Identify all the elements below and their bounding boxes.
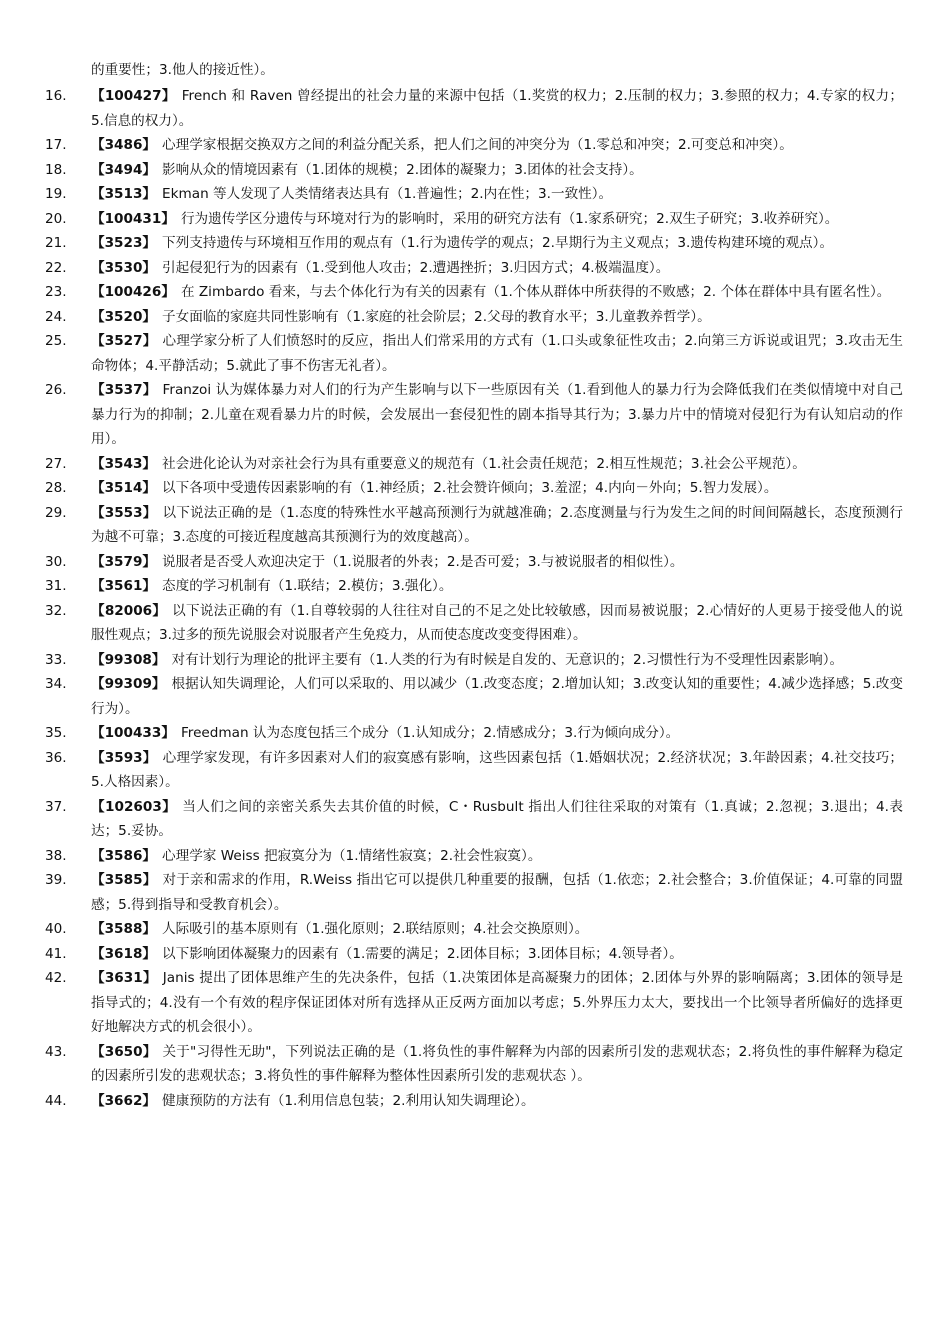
item-number: 40. <box>45 921 67 937</box>
item-number: 17. <box>45 137 67 153</box>
item-code: 【3579】 <box>91 553 157 570</box>
item-number: 35. <box>45 725 67 741</box>
item-number: 31. <box>45 578 67 594</box>
item-body <box>91 917 903 942</box>
item-text: 对有计划行为理论的批评主要有（1.人类的行为有时候是自发的、无意识的；2.习惯性行为不受理性因素影响）。 <box>171 651 844 668</box>
item-code: 【100433】 <box>91 725 175 741</box>
item-code: 【3618】 <box>91 945 157 962</box>
list-item <box>45 966 903 1040</box>
list-item <box>45 84 903 133</box>
item-body <box>91 868 903 917</box>
list-item <box>45 648 903 673</box>
item-number: 28. <box>45 480 67 496</box>
list-item <box>45 1040 903 1089</box>
item-number: 20. <box>45 210 67 227</box>
item-body <box>91 574 903 599</box>
list-item <box>45 501 903 550</box>
list-item <box>45 672 903 721</box>
item-body <box>91 721 903 746</box>
item-number: 39. <box>45 872 67 888</box>
item-code: 【100431】 <box>91 210 175 227</box>
item-code: 【3527】 <box>91 333 157 349</box>
item-code: 【3513】 <box>91 186 157 202</box>
item-number: 38. <box>45 847 67 864</box>
item-text: 子女面临的家庭共同性影响有（1.家庭的社会阶层；2.父母的教育水平；3.儿童教养哲学）。 <box>162 308 711 325</box>
item-number: 21. <box>45 235 67 251</box>
item-code: 【3593】 <box>91 749 157 766</box>
item-number: 29. <box>45 504 67 521</box>
item-code: 【3494】 <box>91 161 157 178</box>
list-item <box>45 231 903 256</box>
list-item <box>45 574 903 599</box>
item-code: 【3530】 <box>91 259 157 276</box>
item-text: 影响从众的情境因素有（1.团体的规模；2.团体的凝聚力；3.团体的社会支持）。 <box>162 161 643 178</box>
item-text: Janis 提出了团体思维产生的先决条件，包括（1.决策团体是高凝聚力的团体；2.团体与外界的影响隔离；3.团体的领导是指导式的；4.没有一个有效的程序保证团体对所有选择从正反两方面加以考虑；5.外界压力太大，要找出一个比领导者所偏好的选择更好地解决方式的机会很小）。 <box>91 970 903 1035</box>
item-code: 【82006】 <box>91 602 167 619</box>
item-number: 41. <box>45 945 67 962</box>
item-text: 人际吸引的基本原则有（1.强化原则；2.联结原则；4.社会交换原则）。 <box>162 921 589 937</box>
item-text: 引起侵犯行为的因素有（1.受到他人攻击；2.遭遇挫折；3.归因方式；4.极端温度）。 <box>162 259 670 276</box>
item-body <box>91 452 903 477</box>
item-number: 36. <box>45 749 67 766</box>
item-code: 【3520】 <box>91 308 157 325</box>
item-code: 【3553】 <box>91 504 157 521</box>
item-code: 【3537】 <box>91 382 157 398</box>
item-text: 心理学家 Weiss 把寂寞分为（1.情绪性寂寞；2.社会性寂寞）。 <box>162 847 542 864</box>
item-text: French 和 Raven 曾经提出的社会力量的来源中包括（1.奖赏的权力；2.压制的权力；3.参照的权力；4.专家的权力；5.信息的权力）。 <box>91 88 903 129</box>
list-item <box>45 280 903 305</box>
item-number: 19. <box>45 186 67 202</box>
item-number: 16. <box>45 88 67 104</box>
list-item <box>45 182 903 207</box>
item-number: 42. <box>45 970 67 986</box>
item-text: 根据认知失调理论，人们可以采取的、用以减少（1.改变态度；2.增加认知；3.改变认知的重要性；4.减少选择感；5.改变行为）。 <box>91 676 903 717</box>
question-list <box>45 84 903 1113</box>
item-code: 【99309】 <box>91 676 166 692</box>
item-body <box>91 231 903 256</box>
item-body <box>91 599 903 648</box>
list-item <box>45 256 903 281</box>
item-text: 心理学家根据交换双方之间的利益分配关系，把人们之间的冲突分为（1.零总和冲突；2.可变总和冲突）。 <box>162 137 793 153</box>
item-text: 下列支持遗传与环境相互作用的观点有（1.行为遗传学的观点；2.早期行为主义观点；3.遗传构建环境的观点）。 <box>162 235 834 251</box>
list-item <box>45 329 903 378</box>
item-body <box>91 942 903 967</box>
list-item <box>45 868 903 917</box>
item-body <box>91 746 903 795</box>
list-item <box>45 844 903 869</box>
item-body <box>91 1040 903 1089</box>
item-code: 【99308】 <box>91 651 166 668</box>
item-body <box>91 329 903 378</box>
item-code: 【3586】 <box>91 847 157 864</box>
item-code: 【3523】 <box>91 235 157 251</box>
item-code: 【3543】 <box>91 455 157 472</box>
item-body <box>91 256 903 281</box>
list-item <box>45 133 903 158</box>
list-item <box>45 795 903 844</box>
item-number: 33. <box>45 651 67 668</box>
item-text: Franzoi 认为媒体暴力对人们的行为产生影响与以下一些原因有关（1.看到他人的暴力行为会降低我们在类似情境中对自己暴力行为的抑制；2.儿童在观看暴力片的时候，会发展出一套侵犯性的剧本指导其行为；3.暴力片中的情境对侵犯行为有认知启动的作用）。 <box>91 382 903 447</box>
list-item <box>45 746 903 795</box>
item-body <box>91 1089 903 1114</box>
item-code: 【100426】 <box>91 284 175 300</box>
item-number: 32. <box>45 602 67 619</box>
item-body <box>91 844 903 869</box>
item-text: 社会进化论认为对亲社会行为具有重要意义的规范有（1.社会责任规范；2.相互性规范；3.社会公平规范）。 <box>162 455 806 472</box>
item-body <box>91 648 903 673</box>
item-text: 当人们之间的亲密关系失去其价值的时候，C・Rusbult 指出人们往往采取的对策有（1.真诚；2.忽视；3.退出；4.表达；5.妥协。 <box>91 798 903 839</box>
item-code: 【3561】 <box>91 578 157 594</box>
item-code: 【3585】 <box>91 872 157 888</box>
item-code: 【102603】 <box>91 798 177 815</box>
item-body <box>91 966 903 1040</box>
item-body <box>91 84 903 133</box>
item-text: 在 Zimbardo 看来，与去个体化行为有关的因素有（1.个体从群体中所获得的不败感；2. 个体在群体中具有匿名性）。 <box>180 284 891 300</box>
list-item <box>45 721 903 746</box>
list-item <box>45 550 903 575</box>
item-text: 以下影响团体凝聚力的因素有（1.需要的满足；2.团体目标；3.团体目标；4.领导者）。 <box>162 945 683 962</box>
item-body <box>91 501 903 550</box>
item-code: 【3514】 <box>91 480 157 496</box>
item-code: 【3631】 <box>91 970 157 986</box>
item-number: 44. <box>45 1092 67 1109</box>
item-code: 【3486】 <box>91 137 157 153</box>
list-item <box>45 1089 903 1114</box>
item-code: 【100427】 <box>91 88 176 104</box>
item-number: 26. <box>45 382 67 398</box>
item-number: 27. <box>45 455 67 472</box>
item-body <box>91 207 903 232</box>
item-body <box>91 280 903 305</box>
list-item <box>45 305 903 330</box>
item-text: 对于亲和需求的作用，R.Weiss 指出它可以提供几种重要的报酬，包括（1.依恋；2.社会整合；3.价值保证；4.可靠的同盟感；5.得到指导和受教育机会）。 <box>91 872 903 913</box>
item-text: 说服者是否受人欢迎决定于（1.说服者的外表；2.是否可爱；3.与被说服者的相似性）。 <box>162 553 684 570</box>
continuation-text: 的重要性；3.他人的接近性）。 <box>91 62 274 78</box>
item-text: Freedman 认为态度包括三个成分（1.认知成分；2.情感成分；3.行为倾向成分）。 <box>180 725 680 741</box>
item-text: 心理学家分析了人们愤怒时的反应，指出人们常采用的方式有（1.口头或象征性攻击；2.向第三方诉说或诅咒；3.攻击无生命物体；4.平静活动；5.就此了事不伤害无礼者）。 <box>91 333 903 374</box>
item-text: 关于"习得性无助"，下列说法正确的是（1.将负性的事件解释为内部的因素所引发的悲观状态；2.将负性的事件解释为稳定的因素所引发的悲观状态；3.将负性的事件解释为整体性因素所引发的悲观状态 ）。 <box>91 1043 903 1084</box>
item-text: 以下说法正确的有（1.自尊较弱的人往往对自己的不足之处比较敏感，因而易被说服；2.心情好的人更易于接受他人的说服性观点；3.过多的预先说服会对说服者产生免疫力，从而使态度改变变得困难）。 <box>91 602 904 643</box>
list-item <box>45 599 903 648</box>
item-code: 【3650】 <box>91 1043 157 1060</box>
item-number: 23. <box>45 284 67 300</box>
item-text: Ekman 等人发现了人类情绪表达具有（1.普遍性；2.内在性；3.一致性）。 <box>162 186 613 202</box>
item-number: 24. <box>45 308 67 325</box>
list-item <box>45 158 903 183</box>
item-body <box>91 305 903 330</box>
item-code: 【3662】 <box>91 1092 157 1109</box>
item-text: 态度的学习机制有（1.联结；2.模仿；3.强化）。 <box>162 578 453 594</box>
item-body <box>91 133 903 158</box>
item-number: 37. <box>45 798 67 815</box>
list-item <box>45 476 903 501</box>
list-item <box>45 917 903 942</box>
list-item <box>45 378 903 452</box>
item-number: 30. <box>45 553 67 570</box>
item-text: 以下各项中受遗传因素影响的有（1.神经质；2.社会赞许倾向；3.羞涩；4.内向－外向；5.智力发展）。 <box>162 480 778 496</box>
item-text: 健康预防的方法有（1.利用信息包装；2.利用认知失调理论）。 <box>162 1092 535 1109</box>
item-number: 43. <box>45 1043 67 1060</box>
item-number: 34. <box>45 676 67 692</box>
item-text: 以下说法正确的是（1.态度的特殊性水平越高预测行为就越准确；2.态度测量与行为发生之间的时间间隔越长，态度预测行为越不可靠；3.态度的可接近程度越高其预测行为的效度越高）。 <box>91 504 903 545</box>
item-text: 行为遗传学区分遗传与环境对行为的影响时，采用的研究方法有（1.家系研究；2.双生子研究；3.收养研究）。 <box>180 210 839 227</box>
item-text: 心理学家发现，有许多因素对人们的寂寞感有影响，这些因素包括（1.婚姻状况；2.经济状况；3.年龄因素；4.社交技巧；5.人格因素）。 <box>91 749 903 790</box>
item-body <box>91 378 903 452</box>
list-item <box>45 942 903 967</box>
list-item <box>45 452 903 477</box>
item-number: 18. <box>45 161 67 178</box>
item-body <box>91 672 903 721</box>
list-item <box>45 207 903 232</box>
item-number: 22. <box>45 259 67 276</box>
item-body <box>91 158 903 183</box>
item-body <box>91 550 903 575</box>
item-body <box>91 476 903 501</box>
item-body <box>91 795 903 844</box>
item-code: 【3588】 <box>91 921 157 937</box>
item-number: 25. <box>45 333 67 349</box>
item-body <box>91 182 903 207</box>
